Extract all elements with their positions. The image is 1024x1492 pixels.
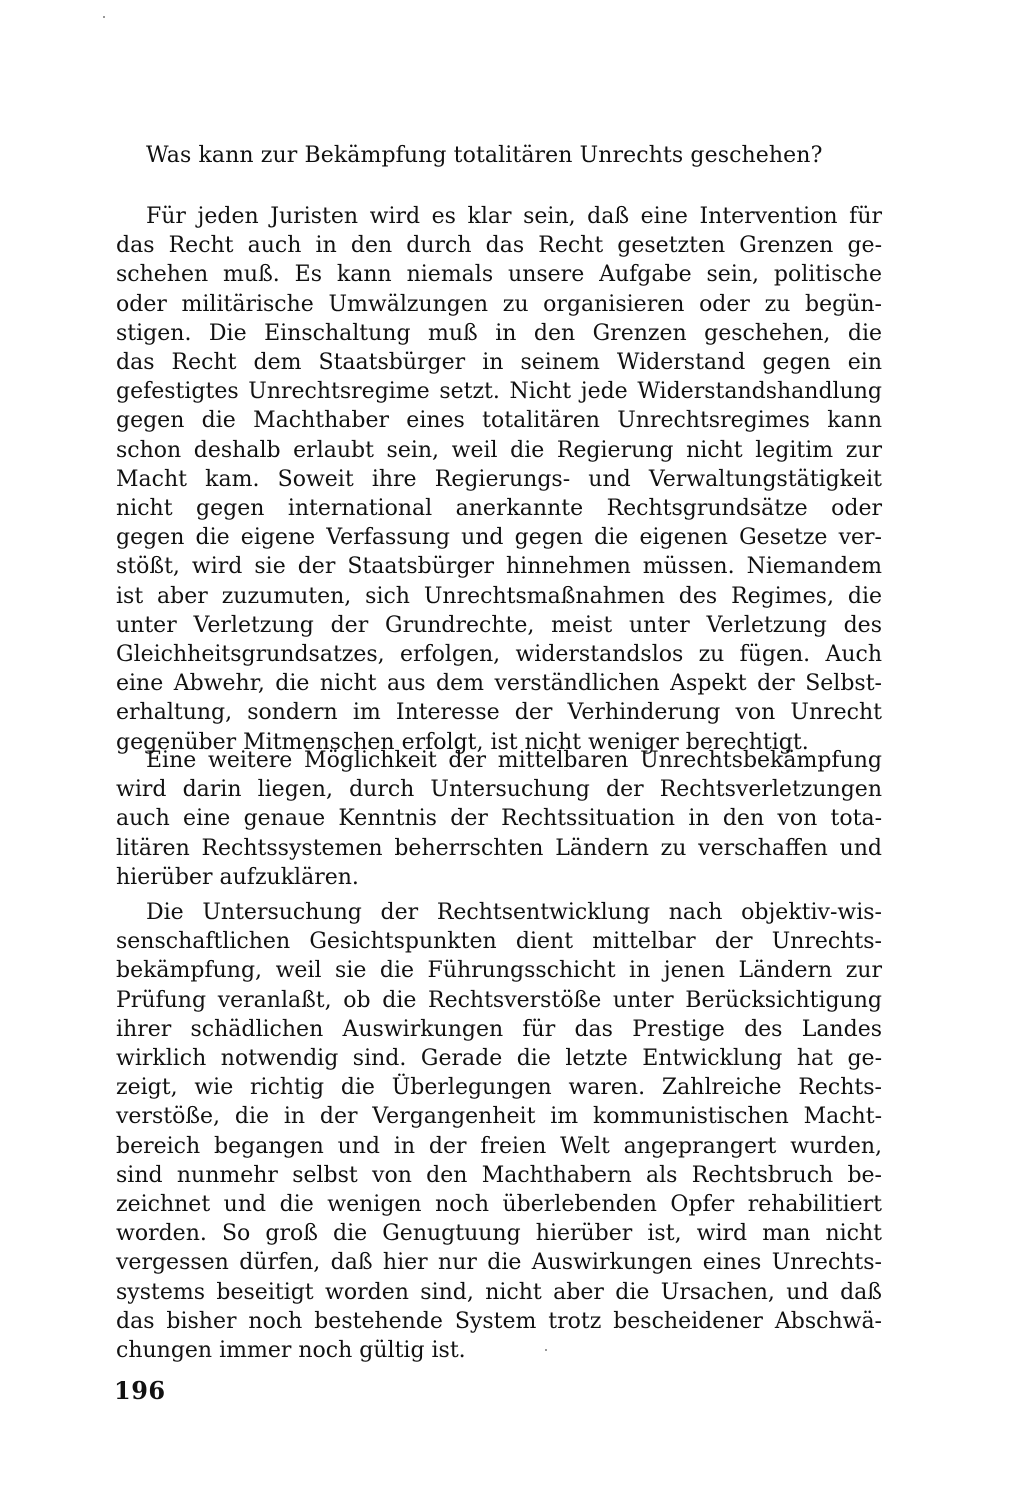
paragraph-line: sind nunmehr selbst von den Machthabern als Rechtsbruch be- [116, 1162, 882, 1188]
paragraph-line: verstöße, die in der Vergangenheit im kommunistischen Macht- [116, 1104, 882, 1130]
paragraph-2 [116, 746, 882, 892]
scan-speck [103, 16, 105, 18]
paragraph-line: ist aber zuzumuten, sich Unrechtsmaßnahmen des Regimes, die [116, 583, 882, 609]
paragraph-line: systems beseitigt worden sind, nicht aber die Ursachen, und daß [116, 1279, 882, 1305]
paragraph-line: gegen die eigene Verfassung und gegen die eigenen Gesetze ver- [116, 525, 882, 551]
paragraph-line: Gleichheitsgrundsatzes, erfolgen, widerstandslos zu fügen. Auch [116, 642, 882, 668]
page-number: 196 [114, 1376, 166, 1405]
paragraph-line: erhaltung, sondern im Interesse der Verhinderung von Unrecht [116, 700, 882, 726]
paragraph-line: gegenüber Mitmenschen erfolgt, ist nicht weniger berechtigt. [116, 729, 809, 755]
scan-speck [545, 1349, 547, 1351]
paragraph-line: zeichnet und die wenigen noch überlebenden Opfer rehabilitiert [116, 1192, 882, 1218]
paragraph-line: ihrer schädlichen Auswirkungen für das Prestige des Landes [116, 1016, 882, 1042]
paragraph-line: wirklich notwendig sind. Gerade die letzte Entwicklung hat ge- [116, 1046, 882, 1072]
paragraph-line: senschaftlichen Gesichtspunkten dient mittelbar der Unrechts- [116, 929, 882, 955]
paragraph-line: oder militärische Umwälzungen zu organisieren oder zu begün- [116, 291, 882, 317]
paragraph-line: das bisher noch bestehende System trotz bescheidener Abschwä- [116, 1308, 882, 1334]
paragraph-line: unter Verletzung der Grundrechte, meist unter Verletzung des [116, 612, 882, 638]
paragraph-line: stigen. Die Einschaltung muß in den Grenzen geschehen, die [116, 320, 882, 346]
paragraph-line: das Recht dem Staatsbürger in seinem Widerstand gegen ein [116, 350, 882, 376]
paragraph-line: Prüfung veranlaßt, ob die Rechtsverstöße unter Berücksichtigung [116, 987, 882, 1013]
paragraph-line: schehen muß. Es kann niemals unsere Aufgabe sein, politische [116, 262, 882, 288]
paragraph-3 [116, 898, 882, 1365]
paragraph-line: gefestigtes Unrechtsregime setzt. Nicht jede Widerstandshandlung [116, 379, 882, 405]
paragraph-line: Eine weitere Möglichkeit der mittelbaren Unrechtsbekämpfung [146, 748, 882, 773]
paragraph-line: zeigt, wie richtig die Überlegungen waren. Zahlreiche Rechts- [116, 1075, 882, 1101]
paragraph-line: Für jeden Juristen wird es klar sein, daß eine Intervention für [146, 204, 882, 229]
paragraph-line: eine Abwehr, die nicht aus dem verständlichen Aspekt der Selbst- [116, 671, 882, 697]
paragraph-line: worden. So groß die Genugtuung hierüber ist, wird man nicht [116, 1221, 882, 1247]
paragraph-line: wird darin liegen, durch Untersuchung der Rechtsverletzungen [116, 777, 882, 803]
paragraph-line: stößt, wird sie der Staatsbürger hinnehmen müssen. Niemandem [116, 554, 882, 580]
paragraph-line: vergessen dürfen, daß hier nur die Auswirkungen eines Unrechts- [116, 1250, 882, 1276]
section-heading: Was kann zur Bekämpfung totalitären Unrechts geschehen? [146, 143, 823, 168]
paragraph-line: bereich begangen und in der freien Welt angeprangert wurden, [116, 1133, 882, 1159]
paragraph-line: das Recht auch in den durch das Recht gesetzten Grenzen ge- [116, 233, 882, 259]
paragraph-line: hierüber aufzuklären. [116, 864, 359, 890]
paragraph-line: Macht kam. Soweit ihre Regierungs- und Verwaltungstätigkeit [116, 466, 882, 492]
paragraph-line: litären Rechtssystemen beherrschten Ländern zu verschaffen und [116, 835, 882, 861]
paragraph-line: gegen die Machthaber eines totalitären Unrechtsregimes kann [116, 408, 882, 434]
paragraph-line: chungen immer noch gültig ist. [116, 1338, 466, 1364]
paragraph-line: Die Untersuchung der Rechtsentwicklung nach objektiv-wis- [146, 900, 882, 925]
paragraph-line: bekämpfung, weil sie die Führungsschicht in jenen Ländern zur [116, 958, 882, 984]
paragraph-line: schon deshalb erlaubt sein, weil die Regierung nicht legitim zur [116, 437, 882, 463]
paragraph-line: nicht gegen international anerkannte Rechtsgrundsätze oder [116, 496, 882, 522]
paragraph-1 [116, 202, 882, 757]
paragraph-line: auch eine genaue Kenntnis der Rechtssituation in den von tota- [116, 806, 882, 832]
